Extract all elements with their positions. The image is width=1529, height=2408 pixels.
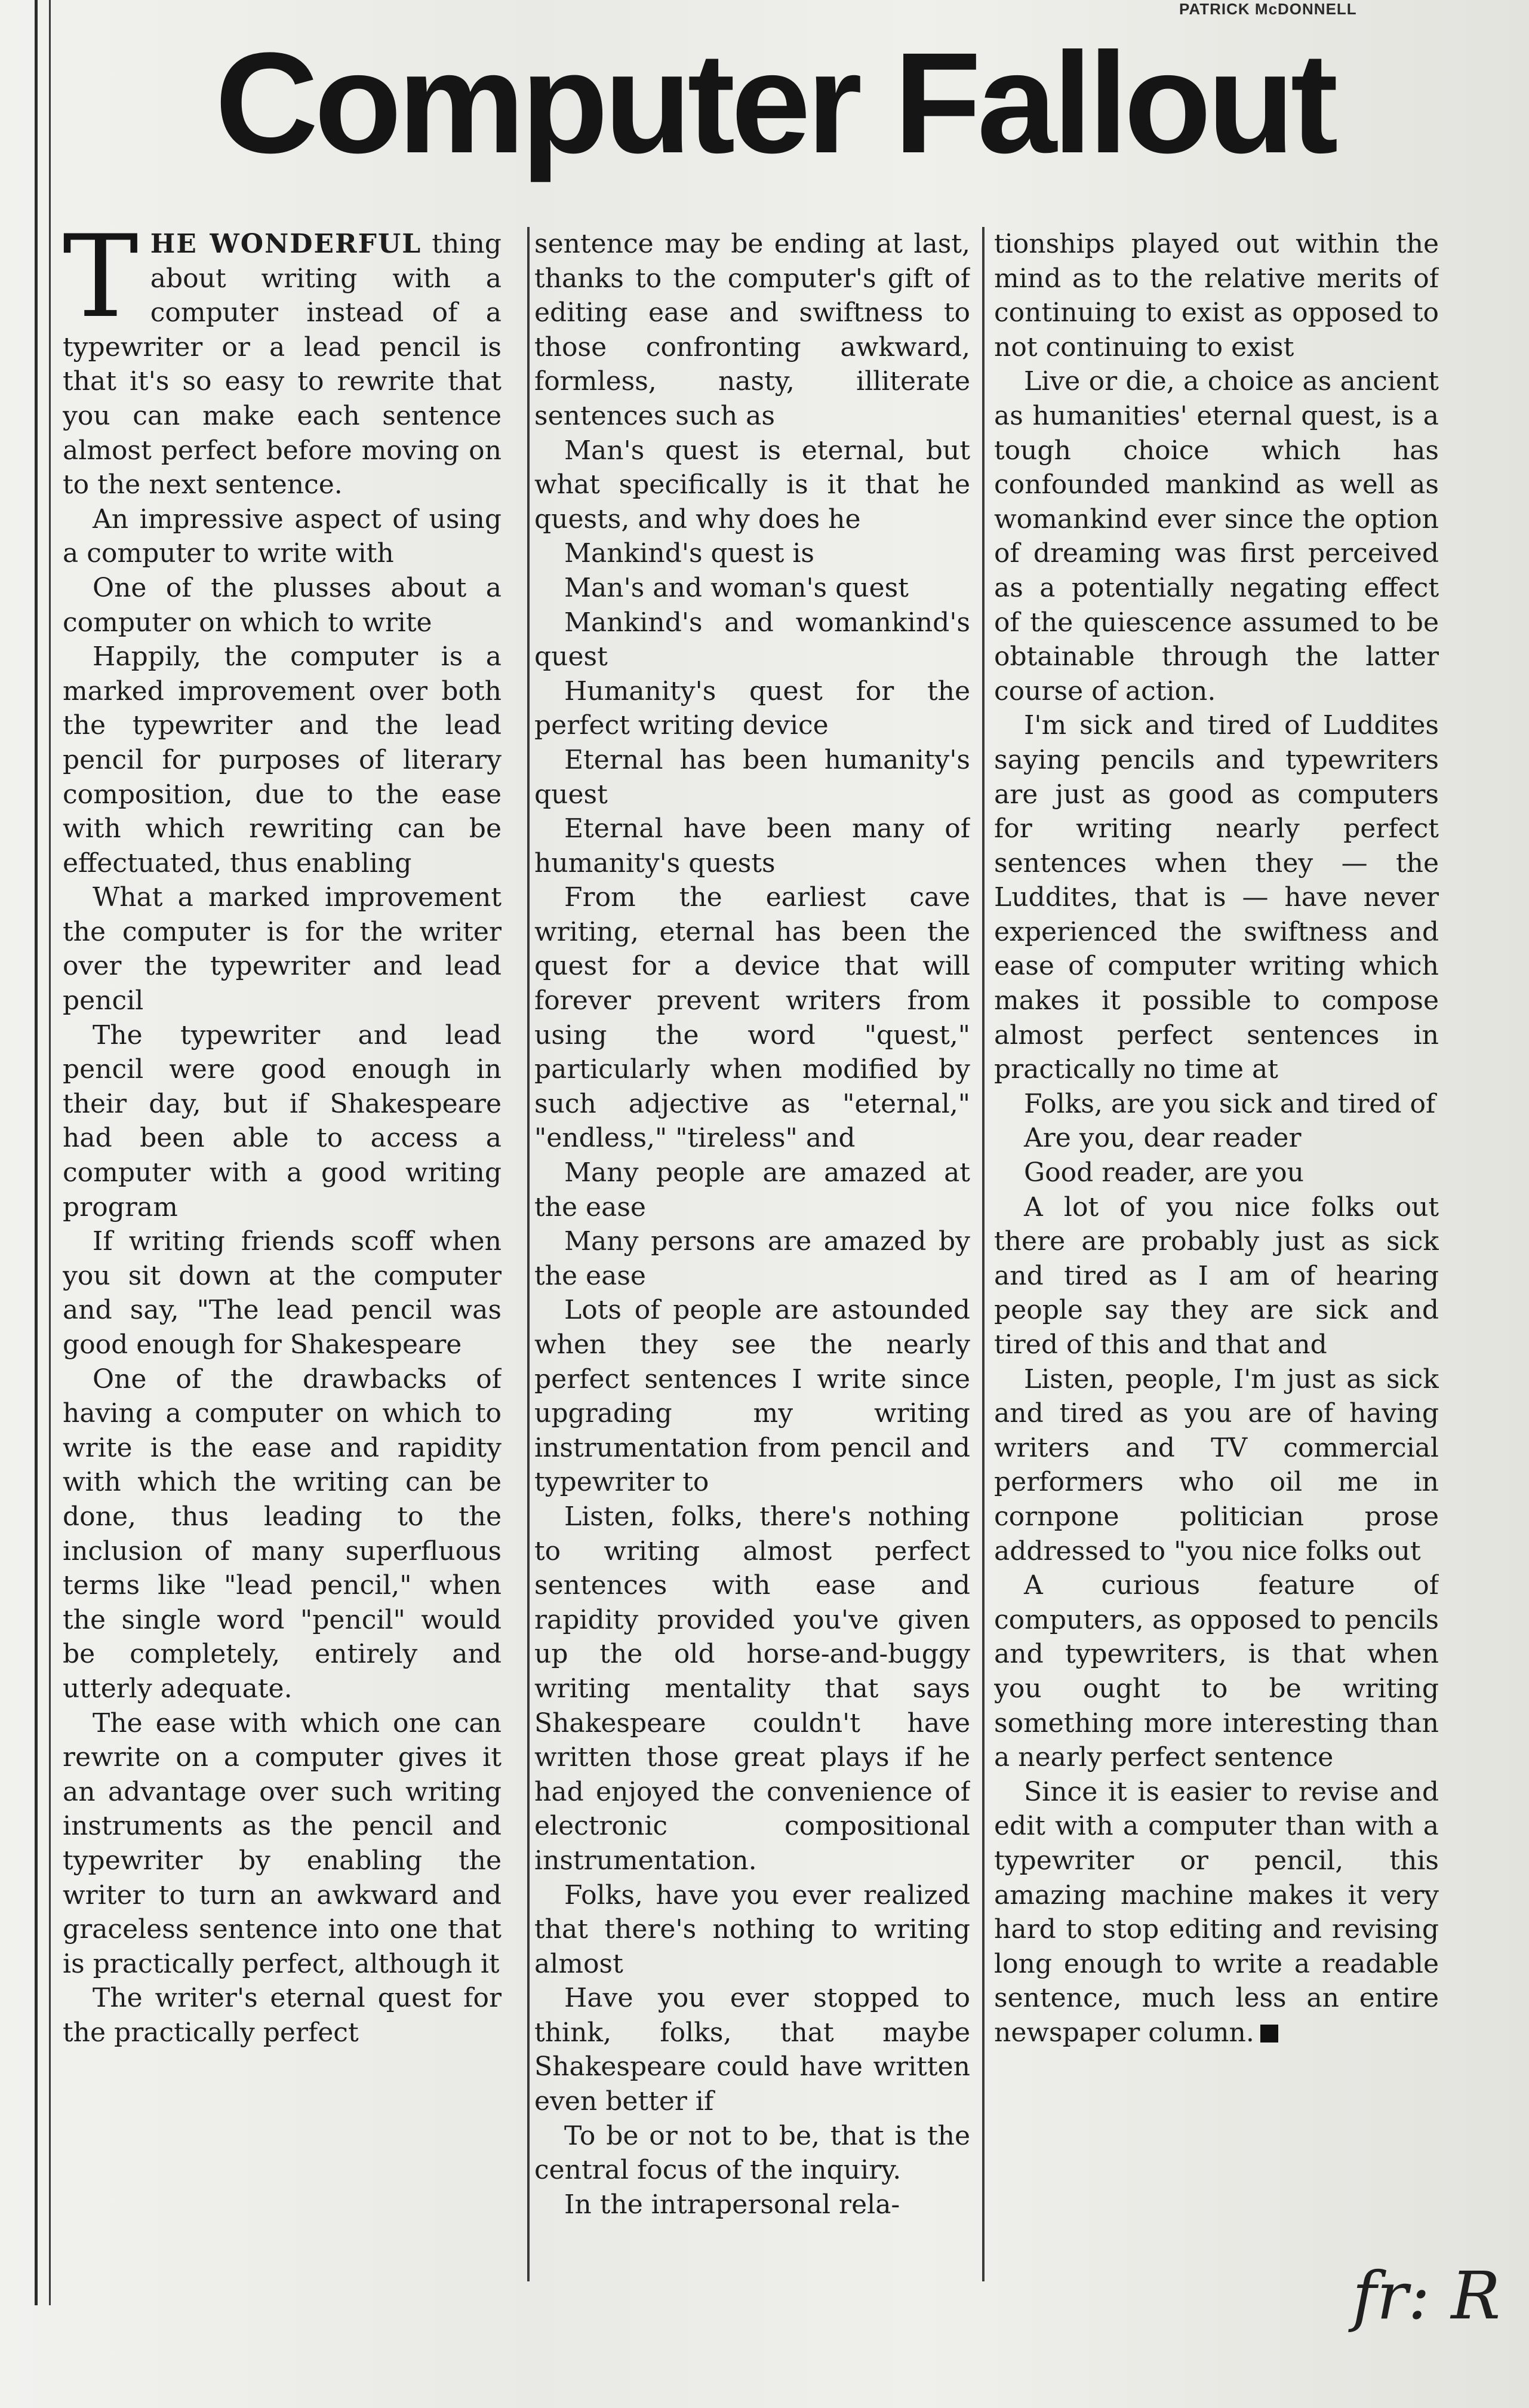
paragraph: The writer's eternal quest for the practically perfect	[63, 1983, 502, 2048]
paragraph: One of the drawbacks of having a computer on which to write is the ease and rapidity with which the writing can be done, thus leading to the inclusion of many superfluous terms like "lead pencil," when the single word "pencil" would be completely, entirely and utterly adequate.	[63, 1363, 502, 1704]
paragraph: Many people are amazed at the ease	[534, 1157, 970, 1223]
headline: Computer Fallout	[215, 23, 1334, 183]
paragraph: Live or die, a choice as ancient as humanities' eternal quest, is a tough choice which has confounded mankind as well as womankind ever since the option of dreaming was first perceived as a potentially negating effect of the quiescence assumed to be obtainable through the latter course of action.	[994, 366, 1439, 707]
article-column-3	[994, 227, 1439, 2287]
opening-text: thing about writing with a computer instead of a typewriter or a lead pencil is that it's so easy to rewrite that you can make each sentence almost perfect before moving on to the next sentence.	[63, 229, 502, 500]
paragraph: A lot of you nice folks out there are probably just as sick and tired as I am of hearing people say they are sick and tired of this and that and	[994, 1191, 1439, 1360]
paragraph: Listen, folks, there's nothing to writing almost perfect sentences with ease and rapidity provided you've given up the old horse-and-buggy writing mentality that says Shakespeare couldn't have written those great plays if he had enjoyed the convenience of electronic compositional instrumentation.	[534, 1501, 970, 1876]
lead-paragraph	[63, 227, 502, 502]
byline: PATRICK McDONNELL	[1179, 0, 1357, 18]
paragraph-continued: tionships played out within the mind as to the relative merits of continuing to exist as opposed to not continuing to exist	[994, 229, 1439, 363]
opening-caps: HE WONDERFUL	[150, 229, 422, 259]
paragraph: From the earliest cave writing, eternal has been the quest for a device that will forever prevent writers from using the word "quest," particularly when modified by such adjective as "eternal," "endless," "tireless" and	[534, 882, 970, 1154]
margin-rule	[35, 0, 38, 2305]
column-divider	[527, 227, 530, 2281]
paragraph: Are you, dear reader	[1024, 1123, 1302, 1154]
paragraph: Mankind's and womankind's quest	[534, 607, 970, 672]
paragraph: To be or not to be, that is the central focus of the inquiry.	[534, 2120, 970, 2186]
margin-rule-inner	[49, 0, 51, 2305]
final-text: Since it is easier to revise and edit with a computer than with a typewriter or pencil, this amazing machine makes it very hard to stop editing and revising long enough to write a readable sentence, much less an entire newspaper column.	[994, 1776, 1439, 2048]
paragraph: If writing friends scoff when you sit down at the computer and say, "The lead pencil was good enough for Shakespeare	[63, 1226, 502, 1360]
paragraph: What a marked improvement the computer is for the writer over the typewriter and lead pencil	[63, 882, 502, 1016]
paragraph: Humanity's quest for the perfect writing device	[534, 675, 970, 741]
paragraph: Happily, the computer is a marked improvement over both the typewriter and the lead pencil for purposes of literary composition, due to the ease with which rewriting can be effectuated, thus enabling	[63, 641, 502, 879]
paragraph: Man's quest is eternal, but what specifically is it that he quests, and why does he	[534, 435, 970, 535]
paragraph: Eternal have been many of humanity's quests	[534, 813, 970, 879]
column-divider	[982, 227, 985, 2281]
paragraph-final	[994, 1775, 1439, 2050]
paragraph: The typewriter and lead pencil were good enough in their day, but if Shakespeare had been able to access a computer with a good writing program	[63, 1019, 502, 1223]
paragraph: I'm sick and tired of Luddites saying pencils and typewriters are just as good as computers for writing nearly perfect sentences when they — the Luddites, that is — have never experienced the swiftness and ease of computer writing which makes it possible to compose almost perfect sentences in practically no time at	[994, 710, 1439, 1085]
paragraph-continued: sentence may be ending at last, thanks to the computer's gift of editing ease and swiftness to those confronting awkward, formless, nasty, illiterate sentences such as	[534, 229, 970, 431]
paragraph: One of the plusses about a computer on which to write	[63, 572, 502, 638]
paragraph: An impressive aspect of using a computer to write with	[63, 503, 502, 569]
paragraph: The ease with which one can rewrite on a computer gives it an advantage over such writing instruments as the pencil and typewriter by enabling the writer to turn an awkward and graceless sentence into one that is practically perfect, although it	[63, 1707, 502, 1979]
paragraph: A curious feature of computers, as opposed to pencils and typewriters, is that when you ought to be writing something more interesting than a nearly perfect sentence	[994, 1570, 1439, 1773]
article-column-2	[534, 227, 970, 2287]
handwritten-note: fr: R	[1352, 2258, 1501, 2334]
drop-cap: T	[63, 227, 139, 343]
end-mark-icon	[1260, 2025, 1278, 2042]
paragraph: Have you ever stopped to think, folks, that maybe Shakespeare could have written even better if	[534, 1983, 970, 2117]
paragraph: Many persons are amazed by the ease	[534, 1226, 970, 1291]
paragraph: Mankind's quest is	[564, 538, 814, 569]
paragraph: Lots of people are astounded when they see the nearly perfect sentences I write since upgrading my writing instrumentation from pencil and typewriter to	[534, 1295, 970, 1498]
paragraph: Listen, people, I'm just as sick and tired as you are of having writers and TV commercial performers who oil me in cornpone politician prose addressed to "you nice folks out	[994, 1363, 1439, 1567]
paragraph: Folks, are you sick and tired of	[1024, 1088, 1436, 1119]
paragraph: Man's and woman's quest	[564, 572, 909, 603]
paragraph: Good reader, are you	[1024, 1157, 1304, 1188]
paragraph: Eternal has been humanity's quest	[534, 744, 970, 810]
paragraph: In the intrapersonal rela-	[564, 2189, 900, 2220]
article-column-1	[63, 227, 502, 2287]
paragraph: Folks, have you ever realized that there's nothing to writing almost	[534, 1879, 970, 1979]
